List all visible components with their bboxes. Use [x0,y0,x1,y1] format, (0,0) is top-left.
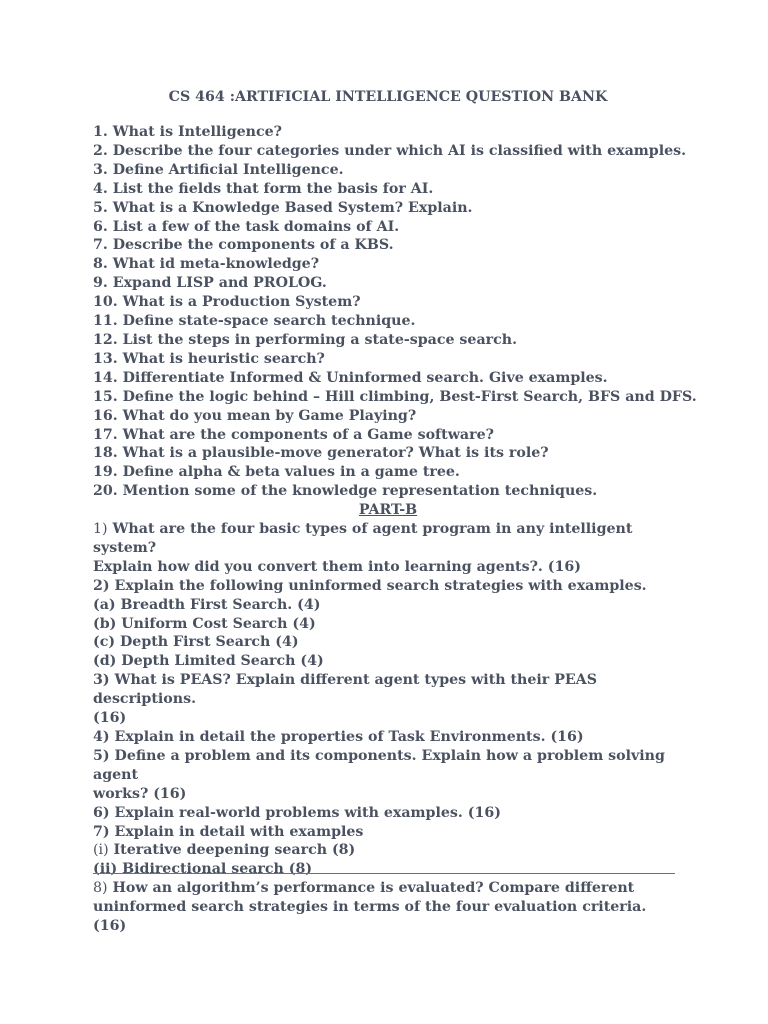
part-b-subquestion: (ii) Bidirectional search (8) [93,861,313,878]
part-a-question: 6. List a few of the task domains of AI. [93,218,400,235]
part-b-question-5-continued: works? (16) [93,785,187,802]
subquestion-number: (i) [93,842,109,859]
part-a-question: 13. What is heuristic search? [93,350,325,367]
document-title: CS 464 :ARTIFICIAL INTELLIGENCE QUESTION BANK [168,89,608,105]
part-b-question-2: 2) Explain the following uninformed search strategies with examples. [93,577,647,594]
part-b-question-3-continued: (16) [93,710,127,727]
part-b-subquestion: (d) Depth Limited Search (4) [93,653,324,670]
part-b-question-1 [93,520,683,558]
part-b-question-6: 6) Explain real-world problems with examples. (16) [93,804,501,821]
part-b-heading: PART-B [358,502,418,519]
part-a-question: 3. Define Artificial Intelligence. [93,161,344,178]
horizontal-rule [93,873,675,874]
part-a-question: 10. What is a Production System? [93,294,361,311]
subquestion-text: Iterative deepening search (8) [108,842,356,859]
part-a-question: 19. Define alpha & beta values in a game tree. [93,464,460,481]
question-number: 8) [93,880,108,897]
part-b-question-1-continued: Explain how did you convert them into learning agents?. (16) [93,558,581,575]
part-a-question: 1. What is Intelligence? [93,124,282,140]
part-a-question: 8. What id meta-knowledge? [93,256,320,273]
part-b-question-5: 5) Define a problem and its components. Explain how a problem solving agent [93,747,665,783]
part-a-question: 5. What is a Knowledge Based System? Explain. [93,199,473,216]
part-b-subquestion: (c) Depth First Search (4) [93,634,299,651]
part-a-question: 12. List the steps in performing a state-space search. [93,331,518,348]
part-a-question: 11. Define state-space search technique. [93,313,416,330]
part-a-question: 16. What do you mean by Game Playing? [93,407,417,424]
part-a-question: 17. What are the components of a Game software? [93,426,494,443]
part-b-question-3: 3) What is PEAS? Explain different agent types with their PEAS descriptions. [93,672,597,708]
question-text: How an algorithm’s performance is evaluated? Compare different [107,880,635,897]
question-number: 1) [93,521,108,538]
part-b-question-8-continued: uninformed search strategies in terms of the four evaluation criteria. (16) [93,899,647,935]
part-b-question-8 [93,879,683,898]
question-bank [93,88,697,936]
part-a-question: 14. Differentiate Informed & Uninformed search. Give examples. [93,369,608,386]
part-a-question: 2. Describe the four categories under which AI is classified with examples. [93,142,687,159]
part-a-question: 20. Mention some of the knowledge representation techniques. [93,483,598,500]
part-b-subquestion: (a) Breadth First Search. (4) [93,596,321,613]
part-b-subquestion: (b) Uniform Cost Search (4) [93,615,316,632]
part-a-question: 7. Describe the components of a KBS. [93,237,394,254]
part-a-question: 4. List the fields that form the basis for AI. [93,180,434,197]
part-a-question: 9. Expand LISP and PROLOG. [93,275,327,292]
question-text: What are the four basic types of agent program in any intelligent system? [93,521,633,556]
part-b-question-7: 7) Explain in detail with examples [93,823,364,840]
part-a-question-list [93,123,697,501]
part-b-subquestion [93,841,683,860]
part-a-question: 18. What is a plausible-move generator? What is its role? [93,445,549,462]
part-b-question-4: 4) Explain in detail the properties of Task Environments. (16) [93,729,584,745]
part-a-question: 15. Define the logic behind – Hill climbing, Best-First Search, BFS and DFS. [93,388,697,405]
